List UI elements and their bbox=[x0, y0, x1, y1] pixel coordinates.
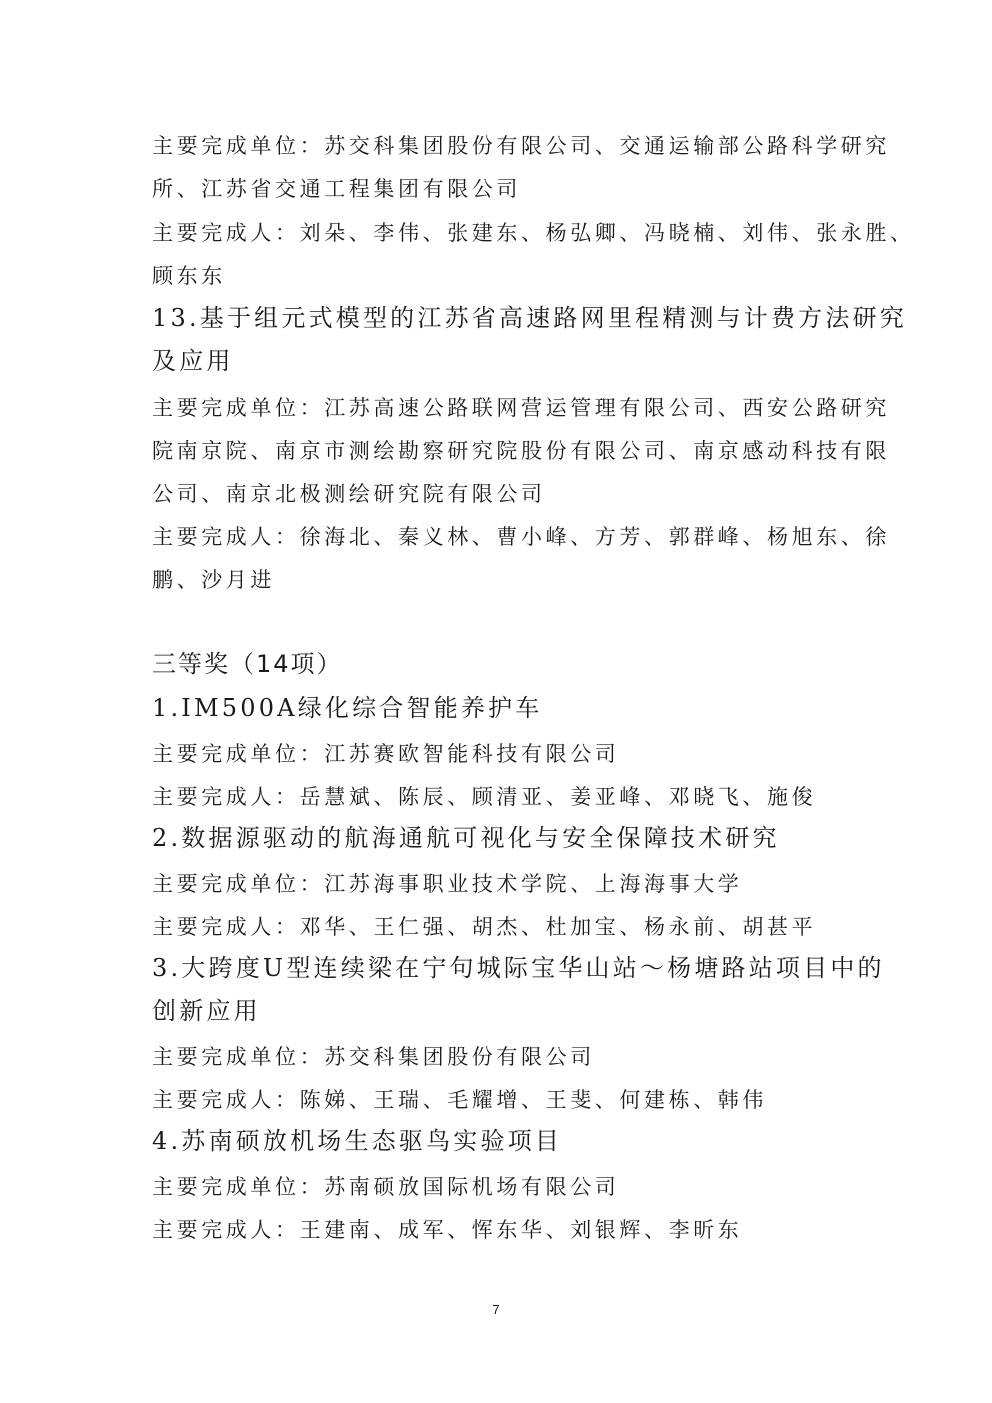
project-title: 13.基于组元式模型的江苏省高速路网里程精测与计费方法研究 bbox=[152, 304, 907, 332]
unit-line: 主要完成单位：苏交科集团股份有限公司 bbox=[152, 1045, 595, 1069]
unit-line: 主要完成单位：江苏高速公路联网营运管理有限公司、西安公路研究 bbox=[152, 396, 890, 420]
person-line: 主要完成人：岳慧斌、陈辰、顾清亚、姜亚峰、邓晓飞、施俊 bbox=[152, 785, 817, 809]
unit-line: 主要完成单位：江苏海事职业技术学院、上海海事大学 bbox=[152, 872, 743, 896]
project-title: 3.大跨度U型连续梁在宁句城际宝华山站～杨塘路站项目中的 bbox=[152, 954, 885, 982]
person-line: 主要完成人：刘朵、李伟、张建东、杨弘卿、冯晓楠、刘伟、张永胜、 bbox=[152, 221, 915, 245]
person-line: 主要完成人：王建南、成军、恽东华、刘银辉、李昕东 bbox=[152, 1218, 743, 1242]
person-line: 主要完成人：陈娣、王瑞、毛耀增、王斐、何建栋、韩伟 bbox=[152, 1088, 767, 1112]
unit-line: 主要完成单位：苏南硕放国际机场有限公司 bbox=[152, 1175, 620, 1199]
person-line: 主要完成人：邓华、王仁强、胡杰、杜加宝、杨永前、胡甚平 bbox=[152, 915, 817, 939]
unit-line: 院南京院、南京市测绘勘察研究院股份有限公司、南京感动科技有限 bbox=[152, 439, 890, 463]
project-title: 2.数据源驱动的航海通航可视化与安全保障技术研究 bbox=[152, 824, 780, 852]
person-line: 顾东东 bbox=[152, 264, 226, 288]
unit-line: 主要完成单位：苏交科集团股份有限公司、交通运输部公路科学研究 bbox=[152, 134, 890, 158]
project-title: 4.苏南硕放机场生态驱鸟实验项目 bbox=[152, 1127, 563, 1155]
project-title: 及应用 bbox=[152, 347, 234, 375]
project-title: 1.IM500A绿化综合智能养护车 bbox=[152, 694, 543, 722]
section-heading: 三等奖（14项） bbox=[152, 650, 343, 678]
unit-line: 公司、南京北极测绘研究院有限公司 bbox=[152, 482, 546, 506]
unit-line: 所、江苏省交通工程集团有限公司 bbox=[152, 177, 521, 201]
person-line: 主要完成人：徐海北、秦义林、曹小峰、方芳、郭群峰、杨旭东、徐 bbox=[152, 525, 890, 549]
person-line: 鹏、沙月进 bbox=[152, 568, 275, 592]
page-number: 7 bbox=[492, 1302, 500, 1317]
unit-line: 主要完成单位：江苏赛欧智能科技有限公司 bbox=[152, 742, 620, 766]
project-title: 创新应用 bbox=[152, 997, 261, 1025]
